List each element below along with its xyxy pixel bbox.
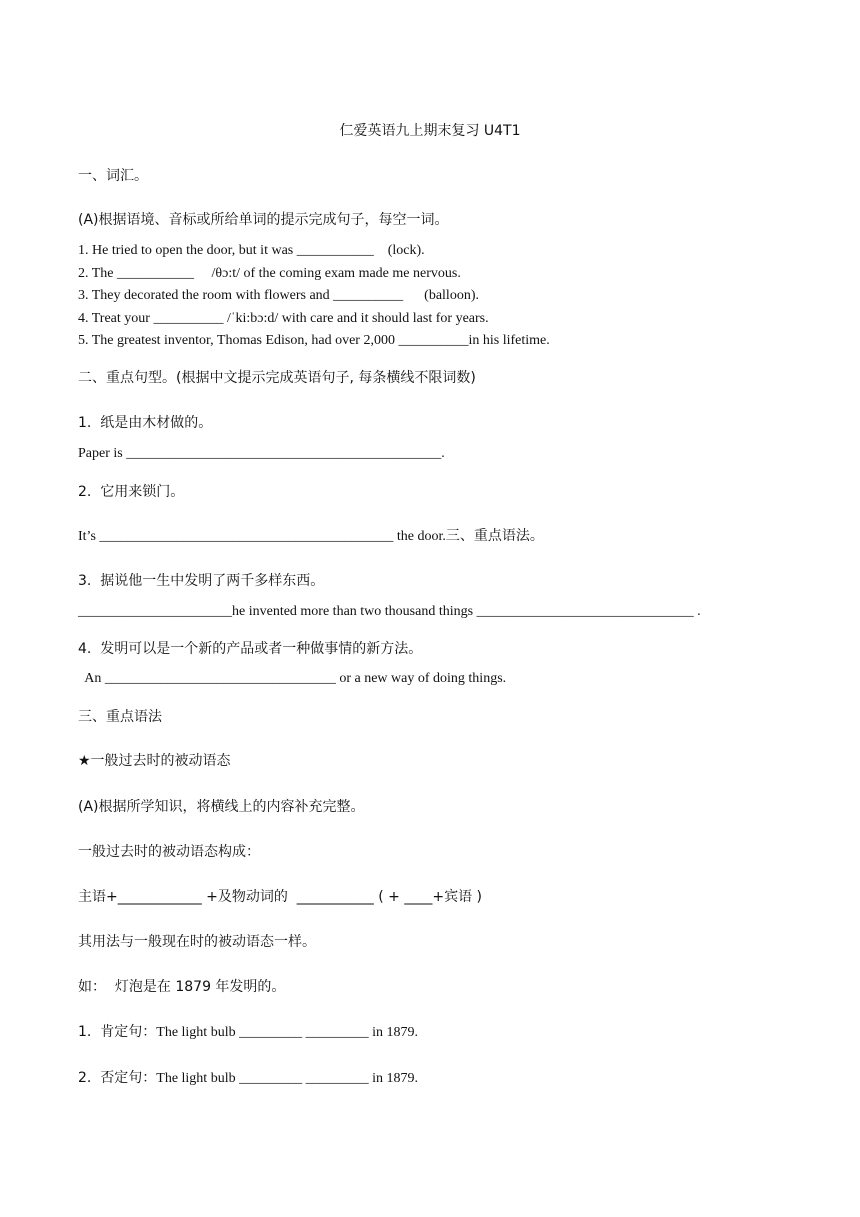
vocab-item-4: 4. Treat your __________ /ˈki:bɔ:d/ with care and it should last for years. [78,311,489,326]
sentence-q2-english [78,525,544,545]
section3-heading: 三、重点语法 [78,709,162,725]
sentence-q4-english: An _________________________________ or a new way of doing things. [78,671,507,686]
misplaced-grammar-heading: 三、重点语法。 [445,528,544,544]
sentence-q3-chinese: 3. 据说他一生中发明了两千多样东西。 [78,573,325,589]
section1-part-a-instruction: (A)根据语境、音标或所给单词的提示完成句子，每空一词。 [78,212,449,228]
sentence-q3-english: ______________________he invented more than two thousand things _______________________________ . [78,604,701,619]
document-title: 仁爱英语九上期末复习 U4T1 [339,123,521,139]
sentence-q1-english: Paper is _____________________________________________. [78,446,445,461]
negative-sentence [78,1067,418,1087]
vocab-item-2: 2. The ___________ /θɔ:t/ of the coming exam made me nervous. [78,266,461,281]
sentence-q1-chinese: 1. 纸是由木材做的。 [78,415,213,431]
example-intro: 如： 灯泡是在 1879 年发明的。 [78,979,286,995]
grammar-topic: ★一般过去时的被动语态 [78,753,231,769]
positive-label: 1. 肯定句： [78,1024,157,1040]
sentence-q2-english-text: It’s __________________________________________ the door. [78,529,446,544]
section2-heading: 二、重点句型。(根据中文提示完成英语句子, 每条横线不限词数) [78,370,476,386]
negative-label: 2. 否定句： [78,1070,157,1086]
vocab-item-1: 1. He tried to open the door, but it was ___________ (lock). [78,243,425,258]
positive-sentence [78,1021,418,1041]
structure-label: 一般过去时的被动语态构成： [78,844,260,860]
vocab-item-5: 5. The greatest inventor, Thomas Edison, had over 2,000 __________in his lifetime. [78,333,550,348]
vocab-item-3: 3. They decorated the room with flowers and __________ (balloon). [78,288,479,303]
negative-english: The light bulb _________ _________ in 1879. [156,1071,418,1086]
section1-heading: 一、词汇。 [78,168,148,184]
sentence-q4-chinese: 4. 发明可以是一个新的产品或者一种做事情的新方法。 [78,641,423,657]
usage-note: 其用法与一般现在时的被动语态一样。 [78,934,316,950]
section3-part-a-instruction: (A)根据所学知识，将横线上的内容补充完整。 [78,799,365,815]
passive-formula: 主语+____________ +及物动词的 ___________ ( + ____+宾语 ) [78,889,482,905]
positive-english: The light bulb _________ _________ in 1879. [156,1025,418,1040]
sentence-q2-chinese: 2. 它用来锁门。 [78,484,185,500]
